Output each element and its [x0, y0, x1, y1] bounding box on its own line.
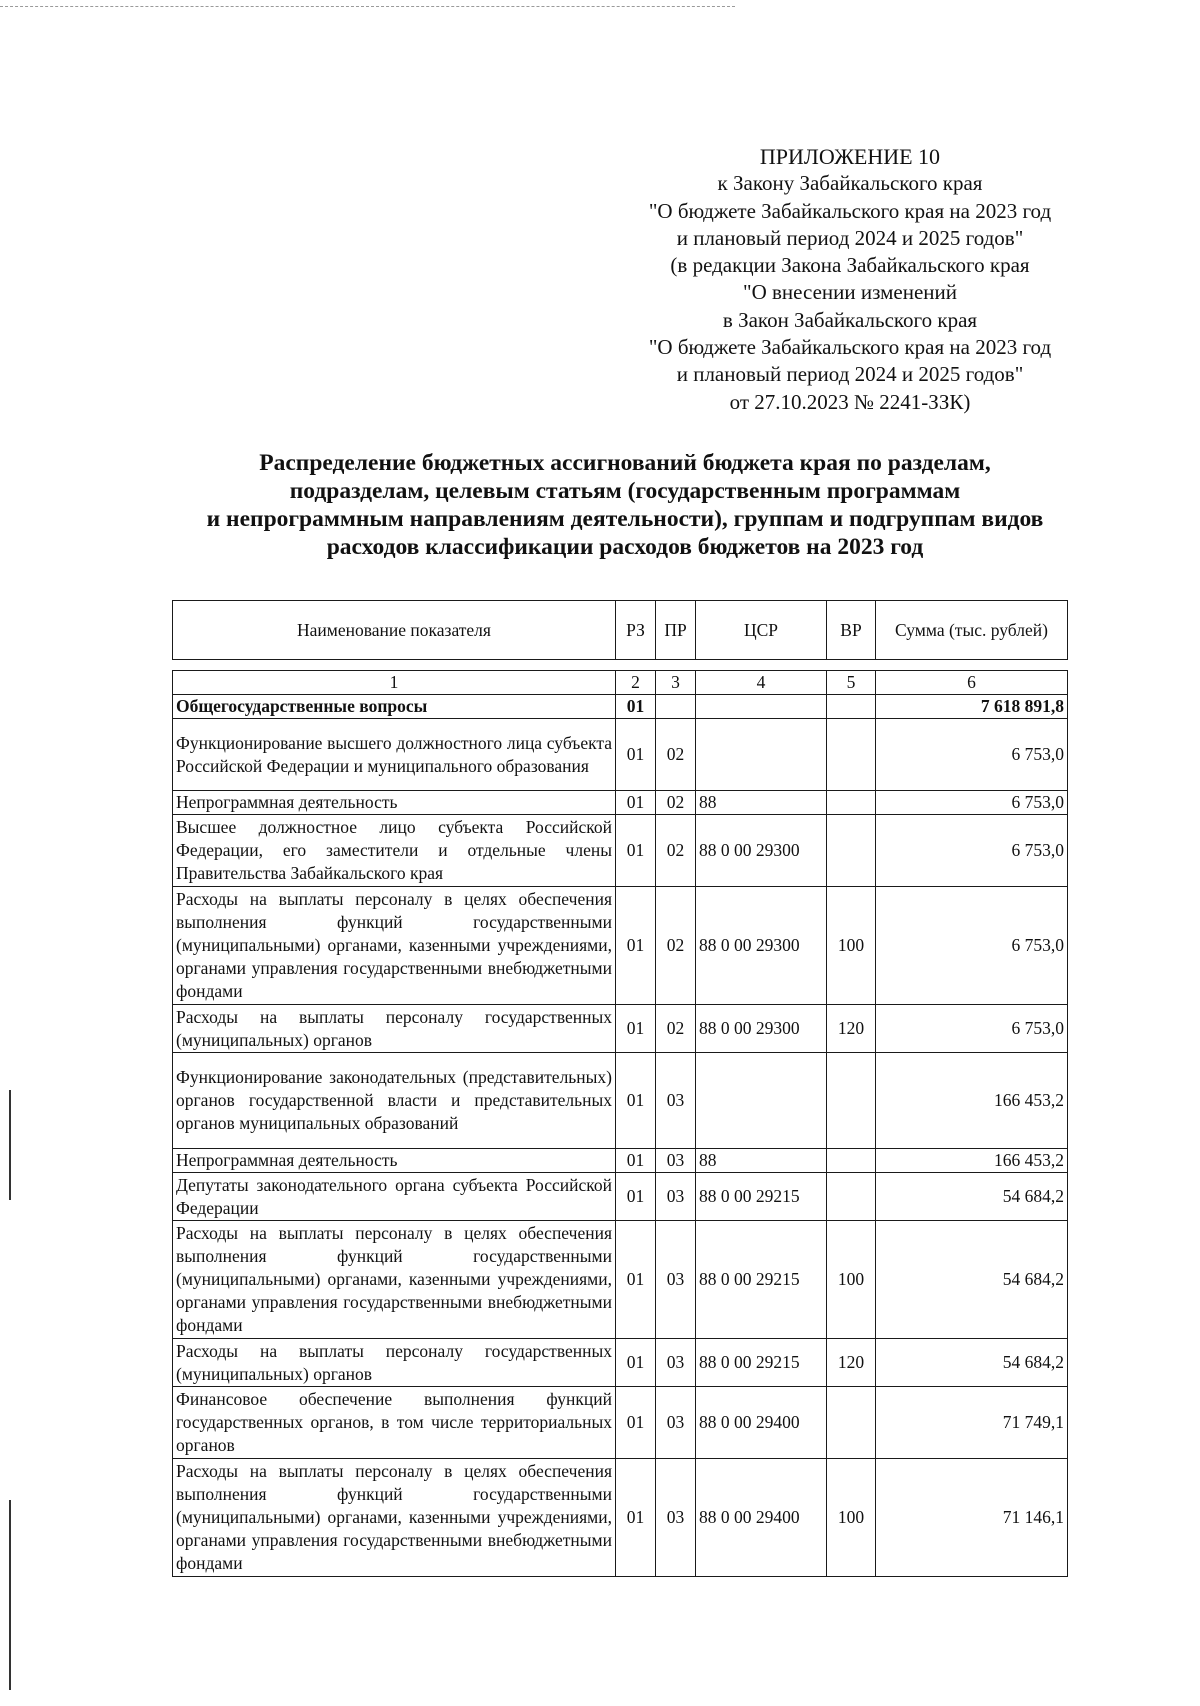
- cell-sum: 6 753,0: [876, 719, 1068, 791]
- table-row: [173, 1005, 1068, 1053]
- cell-vr: 100: [827, 1459, 876, 1577]
- cell-name: Расходы на выплаты персоналу государственных (муниципальных) органов: [173, 1005, 616, 1053]
- cell-pr: 03: [656, 1387, 696, 1459]
- column-number: 2: [616, 671, 656, 695]
- budget-table: [172, 670, 1068, 1577]
- cell-vr: [827, 1173, 876, 1221]
- cell-csr: 88 0 00 29215: [696, 1173, 827, 1221]
- scan-margin-mark: [9, 1090, 11, 1200]
- table-row: [173, 815, 1068, 887]
- cell-csr: [696, 1053, 827, 1149]
- cell-name: Расходы на выплаты персоналу в целях обеспечения выполнения функций государственными (муниципальными) органами, казенными учреждениями, органами управления государственными внебюджетными фондами: [173, 1221, 616, 1339]
- appendix-title: ПРИЛОЖЕНИЕ 10: [759, 144, 941, 169]
- cell-rz: 01: [616, 1339, 656, 1387]
- header-rz: РЗ: [616, 601, 656, 660]
- header-sum: Сумма (тыс. рублей): [876, 601, 1068, 660]
- cell-pr: 02: [656, 791, 696, 815]
- cell-csr: 88 0 00 29300: [696, 887, 827, 1005]
- cell-vr: 120: [827, 1339, 876, 1387]
- cell-rz: 01: [616, 1053, 656, 1149]
- cell-rz: 01: [616, 1149, 656, 1173]
- table-row: [173, 887, 1068, 1005]
- cell-csr: 88 0 00 29300: [696, 815, 827, 887]
- cell-csr: 88 0 00 29300: [696, 1005, 827, 1053]
- cell-sum: 71 146,1: [876, 1459, 1068, 1577]
- cell-rz: 01: [616, 1005, 656, 1053]
- column-number-row: [173, 671, 1068, 695]
- cell-csr: 88 0 00 29215: [696, 1221, 827, 1339]
- cell-name: Расходы на выплаты персоналу в целях обеспечения выполнения функций государственными (муниципальными) органами, казенными учреждениями, органами управления государственными внебюджетными фондами: [173, 887, 616, 1005]
- cell-vr: 100: [827, 1221, 876, 1339]
- cell-pr: [656, 695, 696, 719]
- cell-sum: 54 684,2: [876, 1221, 1068, 1339]
- cell-rz: 01: [616, 1459, 656, 1577]
- cell-pr: 03: [656, 1053, 696, 1149]
- table-header: [172, 600, 1068, 660]
- cell-name: Непрограммная деятельность: [173, 791, 616, 815]
- header-pr: ПР: [656, 601, 696, 660]
- cell-pr: 02: [656, 815, 696, 887]
- cell-name: Финансовое обеспечение выполнения функций государственных органов, в том числе территориальных органов: [173, 1387, 616, 1459]
- cell-sum: 166 453,2: [876, 1053, 1068, 1149]
- column-number: 1: [173, 671, 616, 695]
- cell-rz: 01: [616, 1221, 656, 1339]
- cell-sum: 54 684,2: [876, 1339, 1068, 1387]
- column-number: 4: [696, 671, 827, 695]
- cell-sum: 6 753,0: [876, 887, 1068, 1005]
- cell-vr: 120: [827, 1005, 876, 1053]
- title-line: и непрограммным направлениям деятельности), группам и подгруппам видов: [206, 506, 1044, 532]
- appendix-line: "О внесении изменений: [743, 280, 957, 305]
- cell-name: Функционирование законодательных (представительных) органов государственной власти и представительных органов муниципальных образований: [173, 1053, 616, 1149]
- cell-pr: 03: [656, 1221, 696, 1339]
- cell-rz: 01: [616, 719, 656, 791]
- cell-pr: 02: [656, 1005, 696, 1053]
- cell-csr: [696, 719, 827, 791]
- header-csr: ЦСР: [696, 601, 827, 660]
- appendix-line: и плановый период 2024 и 2025 годов": [676, 225, 1024, 250]
- cell-rz: 01: [616, 695, 656, 719]
- cell-sum: 166 453,2: [876, 1149, 1068, 1173]
- cell-rz: 01: [616, 791, 656, 815]
- cell-csr: 88 0 00 29215: [696, 1339, 827, 1387]
- cell-sum: 6 753,0: [876, 815, 1068, 887]
- table-row: [173, 695, 1068, 719]
- cell-name: Функционирование высшего должностного лица субъекта Российской Федерации и муниципального образования: [173, 719, 616, 791]
- cell-vr: [827, 1387, 876, 1459]
- cell-vr: [827, 695, 876, 719]
- cell-name: Общегосударственные вопросы: [173, 695, 616, 719]
- cell-vr: [827, 815, 876, 887]
- cell-pr: 03: [656, 1173, 696, 1221]
- cell-vr: [827, 791, 876, 815]
- column-number: 3: [656, 671, 696, 695]
- cell-rz: 01: [616, 815, 656, 887]
- title-line: Распределение бюджетных ассигнований бюджета края по разделам,: [259, 450, 991, 476]
- cell-csr: 88 0 00 29400: [696, 1459, 827, 1577]
- table-row: [173, 1173, 1068, 1221]
- cell-csr: [696, 695, 827, 719]
- appendix-line: "О бюджете Забайкальского края на 2023 год: [648, 335, 1052, 360]
- cell-vr: 100: [827, 887, 876, 1005]
- column-number: 5: [827, 671, 876, 695]
- cell-rz: 01: [616, 887, 656, 1005]
- table-row: [173, 1053, 1068, 1149]
- cell-csr: 88 0 00 29400: [696, 1387, 827, 1459]
- appendix-line: к Закону Забайкальского края: [717, 171, 983, 196]
- table-row: [173, 791, 1068, 815]
- cell-sum: 6 753,0: [876, 791, 1068, 815]
- cell-name: Расходы на выплаты персоналу в целях обеспечения выполнения функций государственными (муниципальными) органами, казенными учреждениями, органами управления государственными внебюджетными фондами: [173, 1459, 616, 1577]
- cell-sum: 54 684,2: [876, 1173, 1068, 1221]
- table-row: [173, 1149, 1068, 1173]
- table-row: [173, 1459, 1068, 1577]
- cell-sum: 71 749,1: [876, 1387, 1068, 1459]
- header-vr: ВР: [827, 601, 876, 660]
- scan-top-rule: [0, 6, 735, 7]
- appendix-header: [600, 143, 1100, 416]
- cell-csr: 88: [696, 791, 827, 815]
- table-row: [173, 1339, 1068, 1387]
- document-title: [150, 449, 1100, 561]
- title-line: подразделам, целевым статьям (государственным программам: [289, 478, 961, 504]
- column-number: 6: [876, 671, 1068, 695]
- cell-vr: [827, 1149, 876, 1173]
- cell-pr: 02: [656, 719, 696, 791]
- cell-sum: 6 753,0: [876, 1005, 1068, 1053]
- cell-vr: [827, 1053, 876, 1149]
- cell-pr: 03: [656, 1149, 696, 1173]
- cell-pr: 02: [656, 887, 696, 1005]
- appendix-line: и плановый период 2024 и 2025 годов": [676, 362, 1024, 387]
- appendix-line: "О бюджете Забайкальского края на 2023 год: [648, 198, 1052, 223]
- cell-name: Высшее должностное лицо субъекта Российской Федерации, его заместители и отдельные члены Правительства Забайкальского края: [173, 815, 616, 887]
- cell-csr: 88: [696, 1149, 827, 1173]
- scan-margin-mark: [9, 1500, 11, 1690]
- title-line: расходов классификации расходов бюджетов на 2023 год: [326, 534, 924, 560]
- cell-name: Депутаты законодательного органа субъекта Российской Федерации: [173, 1173, 616, 1221]
- appendix-line: (в редакции Закона Забайкальского края: [670, 253, 1030, 278]
- header-name: Наименование показателя: [173, 601, 616, 660]
- cell-rz: 01: [616, 1387, 656, 1459]
- appendix-line: от 27.10.2023 № 2241-ЗЗК): [729, 389, 971, 414]
- appendix-line: в Закон Забайкальского края: [722, 307, 978, 332]
- cell-name: Расходы на выплаты персоналу государственных (муниципальных) органов: [173, 1339, 616, 1387]
- table-row: [173, 1221, 1068, 1339]
- cell-rz: 01: [616, 1173, 656, 1221]
- cell-pr: 03: [656, 1339, 696, 1387]
- table-row: [173, 719, 1068, 791]
- cell-pr: 03: [656, 1459, 696, 1577]
- cell-name: Непрограммная деятельность: [173, 1149, 616, 1173]
- cell-sum: 7 618 891,8: [876, 695, 1068, 719]
- table-row: [173, 1387, 1068, 1459]
- cell-vr: [827, 719, 876, 791]
